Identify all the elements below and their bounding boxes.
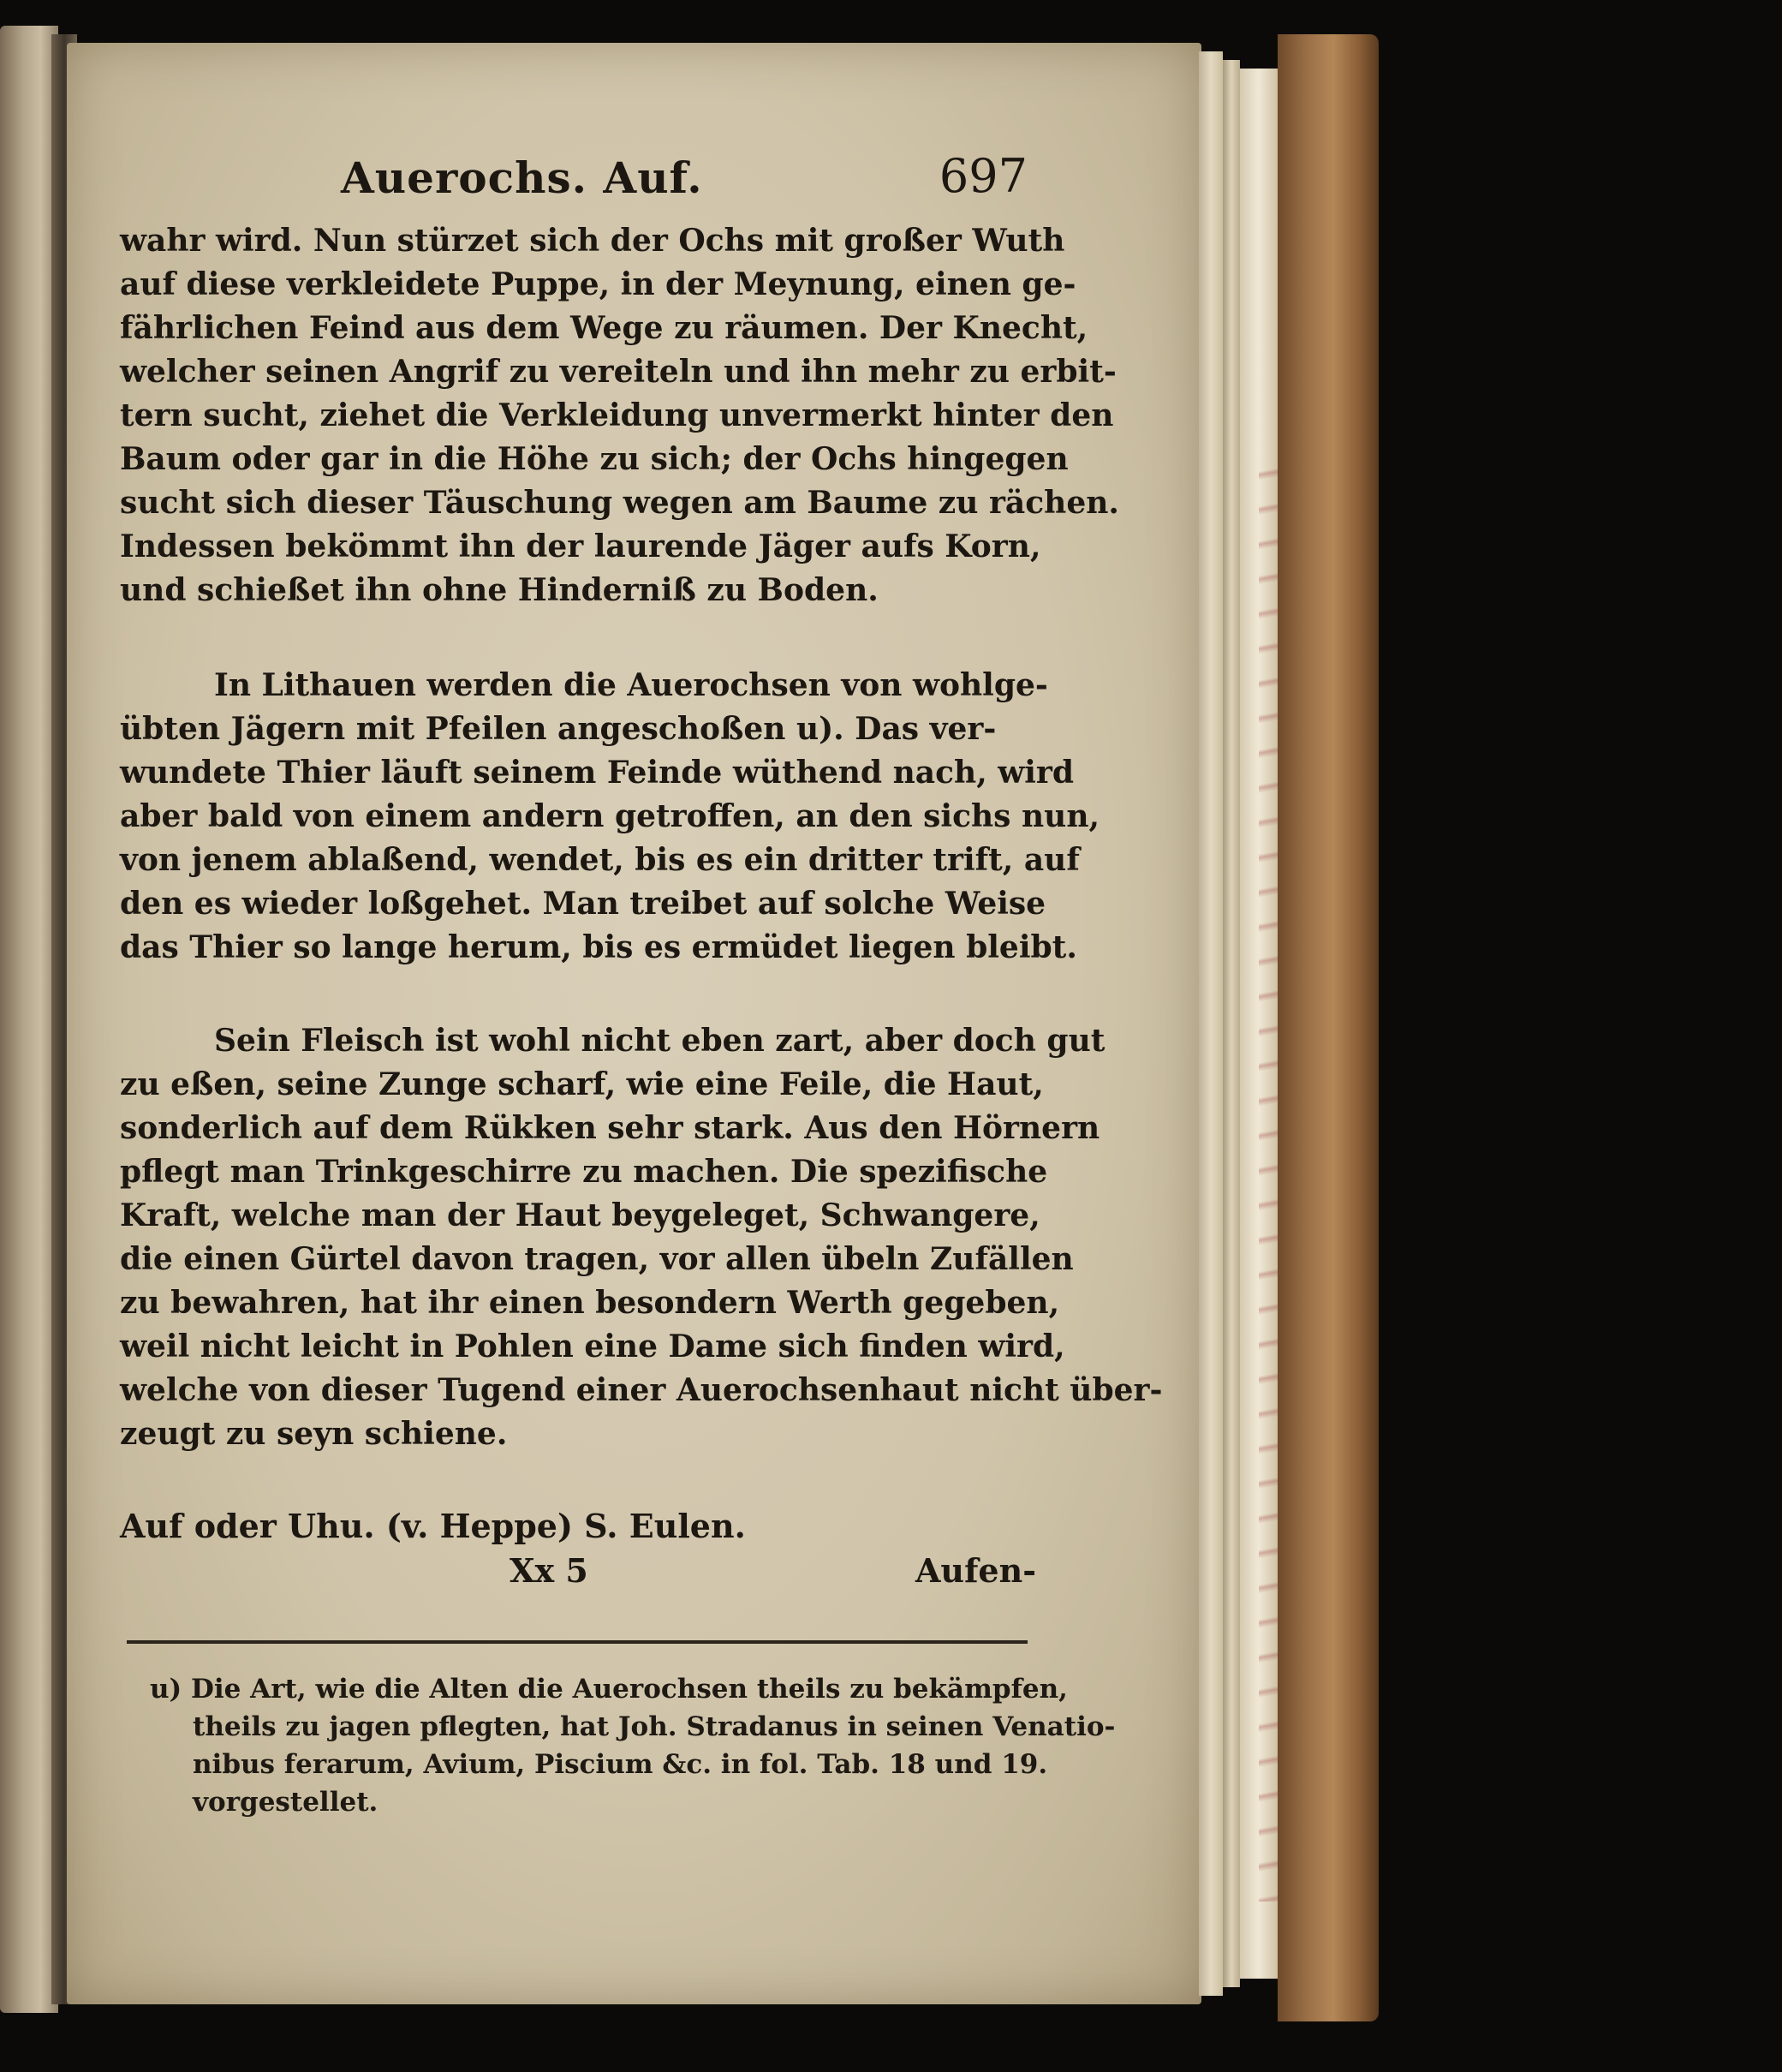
- text-line: zeugt zu seyn schiene.: [120, 1416, 508, 1452]
- text-line: den es wieder loßgehet. Man treibet auf solche Weise: [120, 886, 1046, 922]
- text-line: sucht sich dieser Täuschung wegen am Baume zu rächen.: [120, 485, 1119, 521]
- text-line: und schießet ihn ohne Hinderniß zu Boden.: [120, 572, 879, 608]
- text-line: pflegt man Trinkgeschirre zu machen. Die spezifische: [120, 1154, 1048, 1190]
- book-cover-edge: [1278, 34, 1379, 2021]
- cross-reference: Auf oder Uhu. (v. Heppe) S. Eulen.: [120, 1507, 746, 1545]
- left-page-edge: [0, 26, 58, 2013]
- text-line: Sein Fleisch ist wohl nicht eben zart, aber doch gut: [214, 1023, 1106, 1059]
- text-line: weil nicht leicht in Pohlen eine Dame sich finden wird,: [120, 1329, 1065, 1364]
- text-line: aber bald von einem andern getroffen, an den sichs nun,: [120, 798, 1100, 834]
- page-text: [120, 146, 1163, 1603]
- text-line: die einen Gürtel davon tragen, vor allen übeln Zufällen: [120, 1241, 1074, 1277]
- footnote-line: u) Die Art, wie die Alten die Auerochsen theils zu bekämpfen,: [150, 1674, 1068, 1705]
- text-line: auf diese verkleidete Puppe, in der Meynung, einen ge-: [120, 266, 1076, 302]
- page-edge: [1199, 51, 1223, 1996]
- text-line: zu eßen, seine Zunge scharf, wie eine Feile, die Haut,: [120, 1066, 1044, 1102]
- page-edge: [1223, 60, 1240, 1987]
- footnote-line: vorgestellet.: [193, 1787, 378, 1818]
- running-title: Auerochs. Auf.: [341, 152, 703, 203]
- text-line: von jenem ablaßend, wendet, bis es ein dritter trift, auf: [120, 842, 1080, 878]
- text-line: welcher seinen Angrif zu vereiteln und ihn mehr zu erbit-: [120, 354, 1117, 390]
- text-line: wahr wird. Nun stürzet sich der Ochs mit großer Wuth: [120, 223, 1065, 259]
- signature-row: [120, 1551, 1036, 1603]
- text-line: In Lithauen werden die Auerochsen von wohlge-: [214, 667, 1048, 703]
- footnote-line: theils zu jagen pflegten, hat Joh. Stradanus in seinen Venatio-: [193, 1711, 1116, 1742]
- running-header: [120, 146, 1028, 214]
- text-line: fährlichen Feind aus dem Wege zu räumen. Der Knecht,: [120, 310, 1088, 346]
- printer-signature: Xx 5: [510, 1551, 588, 1590]
- text-line: tern sucht, ziehet die Verkleidung unvermerkt hinter den: [120, 397, 1114, 433]
- text-line: Indessen bekömmt ihn der laurende Jäger aufs Korn,: [120, 528, 1041, 564]
- page-number: 697: [939, 149, 1028, 203]
- text-line: übten Jägern mit Pfeilen angeschoßen u). Das ver-: [120, 711, 997, 747]
- footnote-rule: [127, 1640, 1028, 1644]
- text-line: Baum oder gar in die Höhe zu sich; der Ochs hingegen: [120, 441, 1069, 477]
- text-line: das Thier so lange herum, bis es ermüdet liegen bleibt.: [120, 929, 1077, 965]
- paragraph-1: [120, 219, 1119, 612]
- paragraph-2: [120, 664, 1100, 970]
- footnote: [150, 1670, 1116, 1821]
- text-line: zu bewahren, hat ihr einen besondern Werth gegeben,: [120, 1285, 1060, 1321]
- paragraph-3: [120, 1019, 1163, 1456]
- text-line: Kraft, welche man der Haut beygeleget, Schwangere,: [120, 1197, 1040, 1233]
- text-line: wundete Thier läuft seinem Feinde wüthend nach, wird: [120, 755, 1075, 791]
- footnote-line: nibus ferarum, Avium, Piscium &c. in fol. Tab. 18 und 19.: [193, 1749, 1048, 1780]
- text-line: sonderlich auf dem Rükken sehr stark. Aus den Hörnern: [120, 1110, 1100, 1146]
- catchword: Aufen-: [915, 1551, 1036, 1590]
- text-line: welche von dieser Tugend einer Auerochsenhaut nicht über-: [120, 1372, 1163, 1408]
